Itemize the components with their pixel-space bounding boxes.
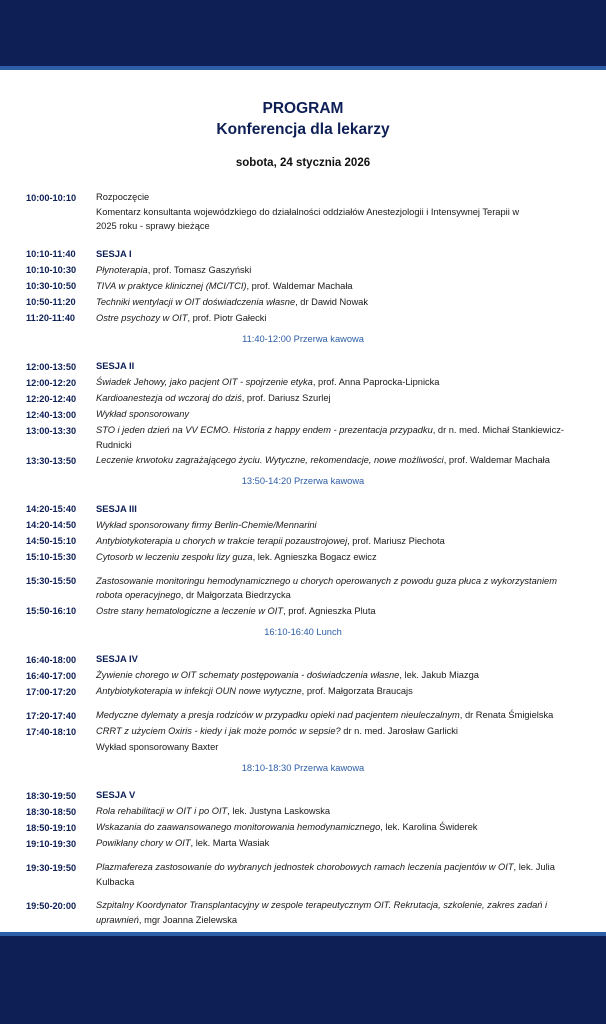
session-time: 16:40-18:00 [26, 654, 77, 665]
session-item-desc [96, 295, 580, 310]
session-item-speaker: , prof. Małgorzata Braucajs [301, 686, 413, 696]
session-item-desc [96, 423, 580, 452]
session-item-desc [96, 453, 580, 468]
opening-row [26, 190, 580, 234]
opening-desc [96, 190, 580, 234]
session-label: SESJA V [96, 789, 136, 800]
session-item-row [26, 391, 580, 406]
session-item-desc [96, 311, 580, 326]
session-item-time: 13:00-13:30 [26, 425, 77, 436]
session-item-desc [96, 604, 580, 619]
session-item-title: Powikłany chory w OIT [96, 838, 191, 848]
session-item-title: STO i jeden dzień na VV ECMO. Historia z happy endem - prezentacja przypadku [96, 425, 433, 435]
session-item-row [26, 311, 580, 326]
session-label: SESJA III [96, 502, 137, 514]
session-item-desc [96, 684, 580, 699]
session-item-title: Cytosorb w leczeniu zespołu lizy guza [96, 551, 253, 562]
top-band [0, 0, 606, 66]
session-item-desc [96, 574, 580, 603]
session-time: 18:30-19:50 [26, 790, 77, 801]
session-item-desc [96, 668, 580, 683]
session-item-desc [96, 898, 580, 927]
session-item-speaker: , lek. Julia Kulbacka [96, 862, 555, 887]
session-item-desc [96, 518, 580, 533]
session-item-desc [96, 724, 580, 739]
session-item-time [26, 740, 96, 741]
opening-line-3: 2025 roku - sprawy bieżące [96, 221, 210, 231]
session-item-speaker: , lek. Agnieszka Bogacz ewicz [252, 551, 377, 562]
session-item-desc [96, 836, 580, 851]
session-item-row [26, 684, 580, 699]
sessions-host [26, 247, 580, 928]
break-label: 11:40-12:00 Przerwa kawowa [242, 333, 364, 344]
session-item-desc [96, 820, 580, 835]
session-item-speaker: , lek. Justyna Laskowska [227, 806, 331, 816]
session-item-speaker: , prof. Piotr Gałecki [187, 312, 267, 323]
program-content [0, 70, 606, 932]
session-item-time: 10:10-10:30 [26, 265, 77, 275]
title-line-2: Konferencja dla lekarzy [216, 121, 390, 138]
session-item-time: 16:40-17:00 [26, 670, 77, 681]
session-label: SESJA IV [96, 653, 138, 664]
session-item-speaker: , prof. Waldemar Machała [443, 455, 550, 465]
session-item-title: Techniki wentylacji w OIT doświadczenia własne [96, 296, 296, 307]
session-time: 12:00-13:50 [26, 361, 77, 372]
session-item-speaker: , prof. Anna Paprocka-Lipnicka [312, 377, 440, 387]
session-item-desc [96, 860, 580, 889]
session-item-row [26, 740, 580, 755]
session-item-desc [96, 263, 580, 278]
session-item-speaker: , prof. Dariusz Szurlej [241, 393, 331, 403]
session-header-row [26, 247, 580, 262]
session-item-desc [96, 407, 580, 422]
session-item-time: 11:20-11:40 [26, 313, 76, 323]
session-item-speaker: , dr Małgorzata Biedrzycka [180, 590, 291, 600]
page-subtitle: sobota, 24 stycznia 2026 [235, 157, 371, 169]
opening-line-2: Komentarz konsultanta wojewódzkiego do działalności oddziałów Anestezjologii i Intensywnej Terapii w [96, 206, 520, 217]
session-item-desc [96, 708, 580, 723]
session-item-row [26, 668, 580, 683]
page-title [26, 98, 580, 140]
session-item-desc [96, 391, 580, 406]
session-item-title: Świadek Jehowy, jako pacjent OIT - spojrzenie etyka [96, 377, 313, 387]
session-item-row [26, 534, 580, 549]
session-item-title: Żywienie chorego w OIT schematy postępowania - doświadczenia własne [96, 670, 400, 680]
session-time: 14:20-15:40 [26, 504, 77, 514]
session-item-speaker: , dr Renata Śmigielska [459, 710, 554, 720]
session-item-title: Medyczne dylematy a presja rodziców w przypadku opieki nad pacjentem nieuleczalnym [96, 710, 460, 720]
session-item-row [26, 423, 580, 452]
session-item-row [26, 375, 580, 390]
session-item-title: Antybiotykoterapia w infekcji OUN nowe wytyczne [96, 686, 302, 696]
session-item-row [26, 804, 580, 819]
session-item-row [26, 518, 580, 533]
bottom-band [0, 936, 606, 1024]
session-item-time: 15:50-16:10 [26, 606, 77, 616]
session-header-row [26, 652, 580, 667]
session-item-time: 19:10-19:30 [26, 838, 77, 849]
session-item-row [26, 604, 580, 619]
session-item-title: Rola rehabilitacji w OIT i po OIT [96, 806, 228, 816]
session-item-row [26, 898, 580, 927]
session-item-title: Antybiotykoterapia u chorych w trakcie terapii pozaustrojowej [96, 535, 348, 546]
session-item-speaker: , dr n. med. Michał Stankiewicz-Rudnicki [96, 425, 564, 450]
session-item-time: 19:50-20:00 [26, 900, 77, 911]
session-item-time: 12:40-13:00 [26, 409, 77, 420]
session-item-time: 18:50-19:10 [26, 822, 77, 833]
session-item-speaker: , prof. Waldemar Machała [246, 280, 353, 291]
session-time: 10:10-11:40 [26, 249, 76, 259]
session-item-title: CRRT z użyciem Oxiris - kiedy i jak może pomóc w sepsie? [96, 726, 341, 736]
session-item-speaker: Wykład sponsorowany Baxter [96, 742, 219, 752]
session-item-time: 14:50-15:10 [26, 536, 77, 546]
session-label: SESJA II [96, 360, 135, 371]
session-item-title: Płynoterapia [96, 264, 148, 275]
session-item-time: 10:50-11:20 [26, 297, 76, 307]
session-item-row [26, 574, 580, 603]
break-label: 18:10-18:30 Przerwa kawowa [241, 762, 365, 773]
session-item-desc [96, 740, 580, 755]
session-item-desc [96, 534, 580, 549]
break-label: 16:10-16:40 Lunch [264, 626, 342, 637]
session-item-desc [96, 279, 580, 294]
session-item-time: 15:10-15:30 [26, 552, 77, 562]
session-item-title: Wykład sponsorowany firmy Berlin-Chemie/Mennarini [96, 519, 317, 530]
session-item-time: 10:30-10:50 [26, 281, 77, 291]
session-item-title: TIVA w praktyce klinicznej (MCI/TCI) [96, 280, 247, 291]
session-header-row [26, 502, 580, 517]
session-item-desc [96, 804, 580, 819]
session-item-row [26, 860, 580, 889]
session-item-title: Wskazania do zaawansowanego monitorowania hemodynamicznego [96, 822, 381, 832]
session-item-time: 14:20-14:50 [26, 520, 77, 530]
session-item-time: 13:30-13:50 [26, 455, 77, 466]
session-item-row [26, 263, 580, 278]
session-item-speaker: , lek. Karolina Świderek [380, 822, 478, 832]
schedule-list [26, 190, 580, 927]
session-item-title: Ostre psychozy w OIT [96, 312, 188, 323]
session-item-speaker: , dr Dawid Nowak [295, 296, 368, 307]
session-item-row [26, 295, 580, 310]
session-item-time: 17:20-17:40 [26, 710, 77, 721]
session-item-title: Ostre stany hematologiczne a leczenie w OIT [96, 605, 284, 616]
session-item-time: 12:00-12:20 [26, 377, 77, 388]
session-item-speaker: , lek. Marta Wasiak [190, 838, 270, 848]
session-item-title: Leczenie krwotoku zagrażającego życiu. Wytyczne, rekomendacje, nowe możliwości [96, 455, 444, 465]
session-item-row [26, 407, 580, 422]
session-item-time: 17:40-18:10 [26, 726, 77, 737]
session-item-time: 18:30-18:50 [26, 806, 77, 817]
session-item-title: Wykład sponsorowany [96, 409, 190, 419]
session-item-row [26, 279, 580, 294]
session-item-speaker: , mgr Joanna Zielewska [138, 914, 238, 925]
session-item-row [26, 836, 580, 851]
session-item-speaker: , lek. Jakub Miazga [399, 670, 479, 680]
session-item-row [26, 820, 580, 835]
title-line-1: PROGRAM [262, 100, 344, 117]
session-item-row [26, 724, 580, 739]
opening-line-1: Rozpoczęcie [96, 192, 150, 202]
session-header-row [26, 359, 580, 374]
session-item-speaker: , prof. Mariusz Piechota [347, 535, 445, 546]
session-item-time: 15:30-15:50 [26, 576, 77, 586]
session-item-title: Plazmafereza zastosowanie do wybranych jednostek chorobowych ramach leczenia pacjentów w OIT [96, 862, 514, 872]
session-item-speaker: , prof. Agnieszka Pluta [283, 605, 376, 616]
session-item-row [26, 550, 580, 565]
session-item-title: Kardioanestezja od wczoraj do dziś [96, 393, 242, 403]
session-item-speaker: , prof. Tomasz Gaszyński [147, 264, 252, 275]
session-item-title: Szpitalny Koordynator Transplantacyjny w zespole terapeutycznym OIT. Rekrutacja, szkolenie, zakres zadań i uprawnień [96, 900, 548, 925]
break-label: 13:50-14:20 Przerwa kawowa [241, 476, 365, 486]
opening-time: 10:00-10:10 [26, 192, 77, 203]
session-item-time: 17:00-17:20 [26, 686, 77, 697]
session-item-title: Zastosowanie monitoringu hemodynamicznego u chorych operowanych z powodu guza płuca z wykorzystaniem robota operacyjnego [96, 575, 557, 600]
session-header-row [26, 788, 580, 803]
session-item-row [26, 708, 580, 723]
session-item-speaker: dr n. med. Jarosław Garlicki [340, 726, 458, 736]
session-item-desc [96, 375, 580, 390]
session-label: SESJA I [96, 247, 132, 259]
session-item-time: 12:20-12:40 [26, 393, 77, 404]
session-item-desc [96, 550, 580, 565]
session-item-row [26, 453, 580, 468]
session-item-time: 19:30-19:50 [26, 862, 77, 873]
